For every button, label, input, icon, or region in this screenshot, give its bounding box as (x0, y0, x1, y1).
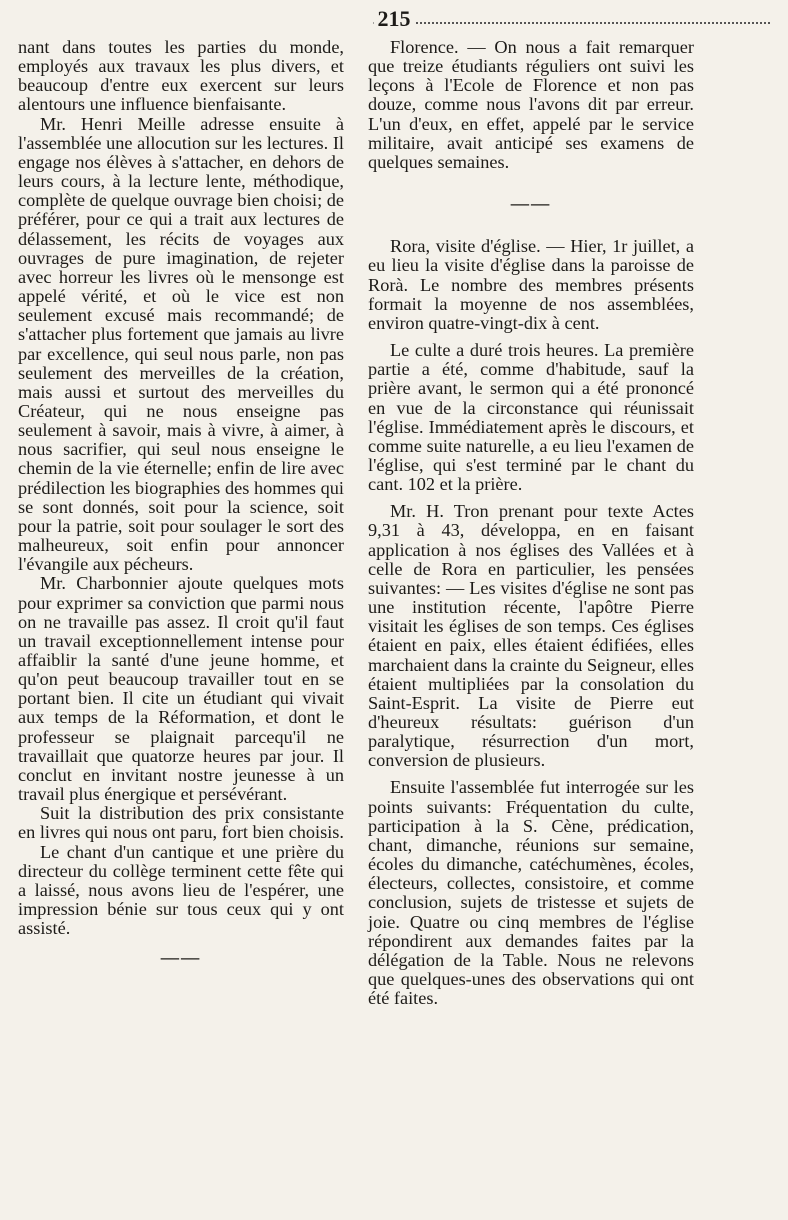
left-paragraph-3: Mr. Charbonnier ajoute quelques mots pour exprimer sa conviction que parmi nous on ne travaille pas assez. Il croit qu'il faut un travail exceptionnellement intense pour affaiblir la santé d'une jeune homme, et qu'on peut beaucoup travailler tout en se portant bien. Il cite un étudiant qui vivait aux temps de la Réformation, et dont le professeur se plaignait parcequ'il ne travaillait que quatorze heures par jour. Il conclut en invitant nostre jeunesse à un travail plus énergique et persévérant. (18, 573, 344, 805)
rora-paragraph-4: Ensuite l'assemblée fut interrogée sur les points suivants: Fréquentation du culte, participation à la S. Cène, prédication, chant, dimanche, réunions sur semaine, écoles du dimanche, catéchumènes, écoles, électeurs, collectes, consistoire, et comme conclusion, sujets de tristesse et sujets de joie. Quatre ou cinq membres de l'église répondirent aux demandes faites par la délégation de la Table. Nous ne relevons que quelques-unes des observations qui ont été faites. (368, 777, 694, 1009)
left-paragraph-2: Mr. Henri Meille adresse ensuite à l'assemblée une allocution sur les lectures. Il engage nos élèves à s'attacher, en dehors de leurs cours, à la lecture lente, méthodique, complète de quelque ouvrage bien choisi; de préférer, pour ce qui a trait aux lectures de délassement, les récits de voyages aux ouvrages de pure imagination, de rejeter avec horreur les livres où le mensonge est appelé vérité, et où le vice est non seulement excusé mais recommandé; de s'attacher plus fortement que jamais au livre par excellence, qui seul nous parle, non pas seulement des merveilles de la création, mais aussi et surtout des merveilles du Créateur, qui ne nous enseigne pas seulement à savoir, mais à vivre, à aimer, à nous sacrifier, qui seul nous enseigne le chemin de la vie éternelle; enfin de lire avec prédilection les biographies des hommes qui se sont donnés, soit pour la science, soit pour la patrie, soit pour soulager le sort des malheureux, soit enfin pour annoncer l'évangile aux pécheurs. (18, 113, 344, 575)
rora-paragraph-2: Le culte a duré trois heures. La première partie a été, comme d'habitude, sauf la prière avant, le sermon qui a été prononcé en vue de la circonstance qui réunissait l'église. Immédiatement après le discours, et comme suite naturelle, a eu lieu l'examen de l'église, qui s'est terminé par le chant du cant. 102 et la prière. (368, 340, 694, 495)
left-paragraph-1: nant dans toutes les parties du monde, employés aux travaux les plus divers, et beaucoup d'entre eux exercent sur leurs alentours une influence bienfaisante. (18, 37, 344, 115)
left-paragraph-4: Suit la distribution des prix consistante en livres qui nous ont paru, fort bien choisis. (18, 803, 344, 843)
left-separator: —— (160, 947, 202, 968)
left-paragraph-5: Le chant d'un cantique et une prière du directeur du collège terminent cette fête qui a laissé, nous avons lieu de l'espérer, une impression bénie sur tous ceux qui y ont assisté. (18, 841, 344, 939)
page-number: 215 (374, 6, 415, 32)
florence-paragraph: Florence. — On nous a fait remarquer que treize étudiants réguliers ont suivi les leçons à l'Ecole de Florence et non pas douze, comme nous l'avons dit par erreur. L'un d'eux, en effet, appelé par le service militaire, avait anticipé ses examens de quelques semaines. (368, 37, 694, 172)
rora-paragraph-1: Rora, visite d'église. — Hier, 1r juillet, a eu lieu la visite d'église dans la paroisse de Rorà. Le nombre des membres présents formait la moyenne de nos assemblées, environ quatre-vingt-dix à cent. (368, 236, 694, 333)
rora-paragraph-3: Mr. H. Tron prenant pour texte Actes 9,31 à 43, développa, en en faisant application à nos églises des Vallées et à celle de Rora en particulier, les pensées suivantes: — Les visites d'église ne sont pas une institution récente, l'apôtre Pierre visitait les églises de son temps. Ces églises étaient en paix, elles étaient édifiées, elles marchaient dans la crainte du Seigneur, elles étaient multipliées par la consolation du Saint-Esprit. La visite de Pierre eut d'heureux résultats: guérison d'un paralytique, résurrection d'un mort, conversion de plusieurs. (368, 501, 694, 771)
page-header (18, 6, 770, 36)
left-column (18, 38, 344, 982)
header-rule (373, 22, 770, 24)
right-column (368, 38, 694, 1008)
right-separator: —— (510, 193, 552, 214)
